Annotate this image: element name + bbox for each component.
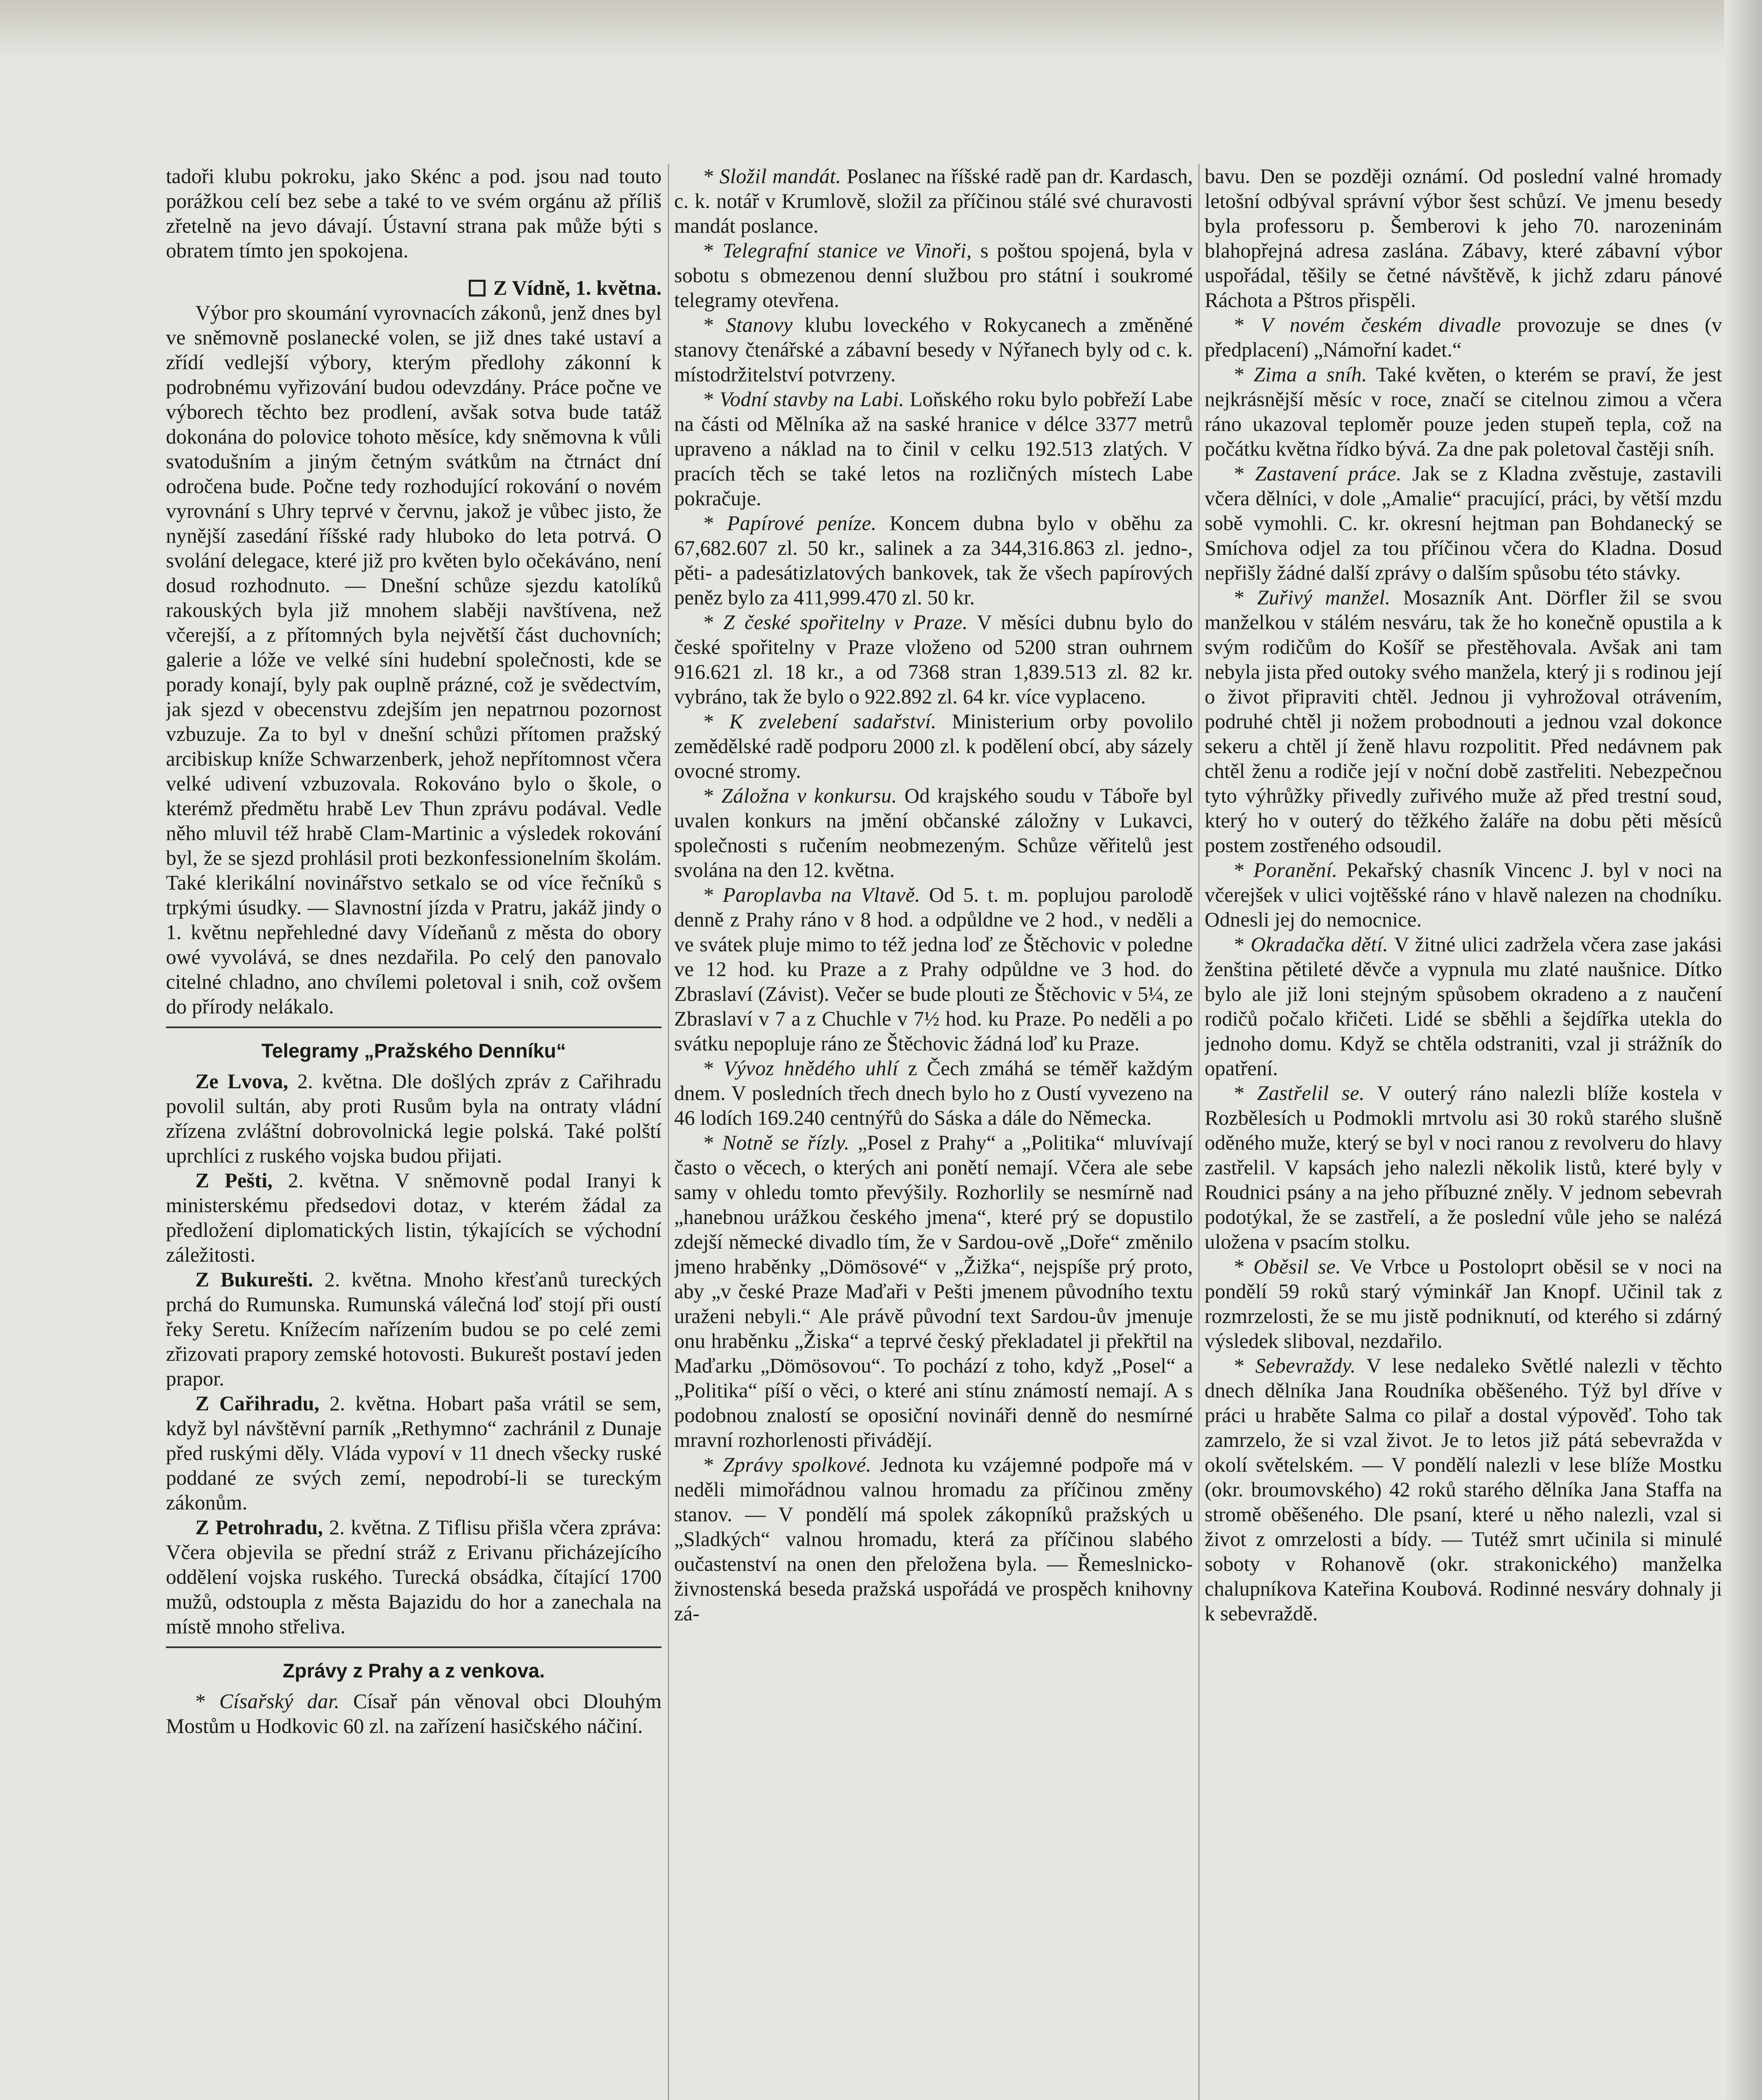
news-item-text: Od krajského soudu v Táboře byl uvalen konkurs na jmění občanské záložny v Lukavci, společnosti s ručením neobmezeným. Schůze věřitelů jest svolána na den 12. května. xyxy=(674,784,1193,882)
telegram-text: 2. května. Mnoho křesťanů tureckých prchá do Rumunska. Rumunská válečná loď stojí při oustí řeky Seretu. Knížecím nařízením budou se po celé zemi zřizovati prapory zemské hotovosti. Bukurešt postaví jeden prapor. xyxy=(166,1268,662,1390)
column-3 xyxy=(1205,164,1722,2100)
news-item: * Stanovy klubu loveckého v Rokycanech a změněné stanovy čtenářské a zábavní besedy v Nýřanech byly od c. k. místodržitelství potvrzeny. xyxy=(674,313,1193,386)
telegram-text: 2. května. Hobart paša vrátil se sem, když byl návštěvní parník „Rethymno“ zachránil z Dunaje před ruskými děly. Vláda vypoví v 11 dnech všecky ruské poddané ze svých zemí, nepodrobí-li se tureckým zákonům. xyxy=(166,1392,662,1514)
telegram-petrohrad xyxy=(166,1515,662,1639)
news-item: * Paroplavba na Vltavě. Od 5. t. m. poplujou parolodě denně z Prahy ráno v 8 hod. a odpůldne ve 2 hod., v neděli a ve svátek pluje mimo to též jedna loď ze Štěchovic v poledne ve 12 hod. ku Praze a z Prahy odpůldne ve 3 hod. do Zbraslaví (Závist). Večer se bude plouti ze Štěchovic v 5¼, ze Zbraslaví v 7 a z Chuchle v 7½ hod. ku Praze. Po neděli a po svátku nepopluje ráno ze Štěchovic žádná loď ku Praze. xyxy=(674,883,1193,1055)
news-item: * K zvelebení sadařství. Ministerium orby povolilo zemědělské radě podporu 2000 zl. k podělení obcí, aby sázely ovocné stromy. xyxy=(674,710,1193,782)
news-item-text: Loňského roku bylo pobřeží Labe na části od Mělníka až na saské hranice v délce 3377 metrů upraveno a náklad na to činil v celku 192.513 zlatých. V pracích těch se také letos na rozličných místech Labe pokračuje. xyxy=(674,388,1193,510)
news-item-text: „Posel z Prahy“ a „Politika“ mluvívají často o věcech, o kterých ani ponětí nemají. Včera ale sebe samy v ohledu tomto převýšily. Rozhorlily se nesmírně nad „hanebnou urážkou českého jmena“, které prý se dopustilo zdejší německé divadlo tím, že v Sardou-ově „Doře“ změnilo jmeno hraběnky „Dömösové“ v „Žižka“, nejspíše prý proto, aby „v české Praze Maďaři v Pešti jmenem původního textu uraženi nebyli.“ Ale právě původní text Sardou-ův jmenuje onu hraběnku „Žiska“ a teprvé český překladatel ji překřtil na Maďarku „Dömösovou“. To pochází z toho, když „Posel“ a „Politika“ píší o věci, o které ani stínu známostí nemají. A s podobnou znalostí se oposiční novináři denně do nesmírné mravní rozhorlenosti přivádějí. xyxy=(674,1131,1193,1452)
news-item-text: Také květen, o kterém se praví, že jest nejkrásnější měsíc v roce, značí se citelnou zimou a včera ráno ukazoval teploměr pouze jeden stupeň tepla, což na počátku května řídko bývá. Za dne pak poletoval častěji sníh. xyxy=(1205,363,1722,460)
news-item: * Zprávy spolkové. Jednota ku vzájemné podpoře má v neděli mimořádnou valnou hromadu za příčinou změny stanov. — V pondělí má spolek zákopníků pražských u „Sladkých“ valnou hromadu, která za příčinou slabého oučastenství na onen den přeložena byla. — Řemeslnicko-živnostenská beseda pražská uspořádá ve prospěch knihovny zá- xyxy=(674,1453,1193,1625)
news-item: * Vývoz hnědého uhlí z Čech zmáhá se téměř každým dnem. V posledních třech dnech bylo ho z Oustí vyvezeno na 46 lodích 169.240 centnýřů do Sáska a dále do Německa. xyxy=(674,1057,1193,1129)
telegram-text: 2. května. Dle došlých zpráv z Cařihradu povolil sultán, aby proti Rusům byla na ontraty vládní zřízena zvláštní dobrovolnická legie polská. Také polští uprchlíci z ruského vojska budou přijati. xyxy=(166,1070,662,1167)
scan-top-shadow xyxy=(0,0,1762,59)
telegram-lvov xyxy=(166,1069,662,1168)
news-item-title: V novém českém divadle xyxy=(1260,313,1501,336)
telegram-place: Z Bukurešti. xyxy=(195,1268,313,1291)
news-heading: Zprávy z Prahy a z venkova. xyxy=(282,1659,545,1682)
news-item-title: Vývoz hnědého uhlí xyxy=(723,1057,898,1080)
vienna-dateline xyxy=(166,276,662,300)
news-item-title: Z české spořitelny v Praze. xyxy=(723,611,968,634)
news-item-text: Pekařský chasník Vincenc J. byl v noci na včerejšek v ulici vojtěšské ráno v hlavě nalezen na chodníku. Odnesli jej do nemocnice. xyxy=(1205,858,1722,931)
news-item-title: Zastřelil se. xyxy=(1257,1082,1365,1105)
column-1 xyxy=(166,164,662,2100)
news-item-text: Ministerium orby povolilo zemědělské radě podporu 2000 zl. k podělení obcí, aby sázely ovocné stromy. xyxy=(674,710,1193,782)
news-item: * Notně se řízly. „Posel z Prahy“ a „Politika“ mluvívají často o věcech, o kterých ani ponětí nemají. Včera ale sebe samy v ohledu tomto převýšily. Rozhorlily se nesmírně nad „hanebnou urážkou českého jmena“, které prý se dopustilo zdejší německé divadlo tím, že v Sardou-ově „Doře“ změnilo jmeno hraběnky „Dömösové“ v „Žižka“, nejspíše prý proto, aby „v české Praze Maďaři v Pešti jmenem původního textu uraženi nebyli.“ Ale právě původní text Sardou-ův jmenuje onu hraběnku „Žiska“ a teprvé český překladatel ji překřtil na Maďarku „Dömösovou“. To pochází z toho, když „Posel“ a „Politika“ píší o věci, o které ani stínu známostí nemají. A s podobnou znalostí se oposiční novináři denně do nesmírné mravní rozhorlenosti přivádějí. xyxy=(674,1131,1193,1452)
vienna-report: Výbor pro skoumání vyrovnacích zákonů, jenž dnes byl ve sněmovně poslanecké volen, se již dnes také ustaví a zřídí vedlejší výbory, kterým předlohy zákonní k podrobnému vyřizování budou odevzdány. Práce počne ve výborech těchto bez prodlení, avšak sotva bude tatáž dokonána do polovice tohoto měsíce, kdy sněmovna k vůli svatodušním a jiným četným svátkům na čtrnáct dní odročena bude. Počne tedy rozhodující rokování o novém vyrovnání s Uhry teprvé v červnu, jakož je vůbec jisto, že nynější zasedání říšské rady hluboko do leta potrvá. O svolání delegace, které již pro květen bylo očekáváno, není dosud rozhodnuto. — Dnešní schůze sjezdu katolíků rakouských byla již mnohem slaběji navštívena, než včerejší, a z přítomných byla největší část duchovních; galerie a lóže ve velké síni hudební společnosti, kde se porady konají, byly pak ouplně prázné, což je svědectvím, jak sjezd v obecenstvu zdejším jen nepatrnou pozornost vzbuzuje. Za to byl v dnešní schůzi přítomen pražský arcibiskup kníže Schwarzenberk, jehož nepřítomnost včera velké udivení vzbuzovala. Rokováno bylo o škole, o kterémž předmětu hrabě Lev Thun zprávu podával. Vedle něho mluvil též hrabě Clam-Martinic a výsledek rokování byl, že se sjezd prohlásil proti bezkonfessionelním školám. Také klerikální novinářstvo setkalo se od více řečníků s trpkými úsudky. — Slavnostní jízda v Pratru, jakáž jindy o 1. květnu nepřehledné davy Vídeňanů z města do obory owé vyvolává, se dnes nezdařila. Po celý den panovalo citelné chladno, ano chvílemi poletoval i snih, což ovšem do přírody nelákalo. xyxy=(166,301,662,1018)
news-item-title: K zvelebení sadařství. xyxy=(729,710,937,733)
square-box-icon xyxy=(469,280,486,297)
news-item: * Z české spořitelny v Praze. V měsíci dubnu bylo do české spořitelny v Praze vloženo od 5200 stran ouhrnem 916.621 zl. 18 kr., a od 7368 stran 1,839.513 zl. 82 kr. vybráno, tak že bylo o 922.892 zl. 64 kr. více vyplaceno. xyxy=(674,611,1193,708)
section-divider xyxy=(166,1026,662,1028)
news-item-text: V měsíci dubnu bylo do české spořitelny v Praze vloženo od 5200 stran ouhrnem 916.621 zl. 18 kr., a od 7368 stran 1,839.513 zl. 82 kr. vybráno, tak že bylo o 922.892 zl. 64 kr. více vyplaceno. xyxy=(674,611,1193,708)
news-item-text: s poštou spojená, byla v sobotu s obmezenou denní službou pro státní i soukromé telegramy otevřena. xyxy=(674,239,1193,312)
news-item-text: Jak se z Kladna zvěstuje, zastavili včera dělníci, v dole „Amalie“ pracující, práci, by větší mzdu sobě vymohli. C. kr. okresní hejtman pan Bohdanecký se Smíchova odjel za tou příčinou včera do Kladna. Dosud nepřišly žádné další zprávy o dalším spůsobu této stávky. xyxy=(1205,462,1722,584)
telegram-text: 2. května. V sněmovně podal Iranyi k ministerskému předsedovi dotaz, v kterém žádal za předložení diplomatických listin, týkajících se východní záležitosti. xyxy=(166,1169,662,1266)
news-item-title: Poranění. xyxy=(1253,858,1338,882)
news-item-text: klubu loveckého v Rokycanech a změněné stanovy čtenářské a zábavní besedy v Nýřanech byly od c. k. místodržitelství potvrzeny. xyxy=(674,313,1193,386)
news-item-continued: bavu. Den se později oznámí. Od poslední valné hromady letošní odbýval správní výbor šest schůzí. Ve jmenu besedy byla professoru p. Šemberovi k jeho 70. narozeninám blahopřejná adresa zaslána. Zábavy, které zábavní výbor uspořádal, těšily se četné návštěvě, k jichž zdaru pánové Ráchota a Pštros přispěli. xyxy=(1205,165,1722,312)
news-item-text: Mosazník Ant. Dörfler žil se svou manželkou v stálém nesváru, tak že ho konečně opustila a k svým rodičům do Košíř se přestěhovala. Avšak ani tam nebyla jista před outoky svého manžela, který ji s rodinou její o život připraviti chtěl. Jednou ji vyhrožoval otrávením, podruhé chtěl ji nožem probodnouti a jednou vzal dokonce sekeru a chtěl jí ženě hlavu rozpolitit. Před nedávnem pak chtěl ženu a rodiče její v noční době zastřeliti. Nebezpečnou tyto výhrůžky přivedly zuřivého muže až před trestní soud, který ho v outerý do těžkého žaláře na dobu pěti měsíců postem zostřeného odsoudil. xyxy=(1205,586,1722,857)
column-rule-2 xyxy=(1198,164,1200,2100)
intro-paragraph: tadoři klubu pokroku, jako Skénc a pod. jsou nad touto porážkou celí bez sebe a také to ve svém orgánu až příliš zřetelně na jevo dávají. Ústavní strana pak může býti s obratem tímto jen spokojena. xyxy=(166,165,662,262)
news-item-title: Zastavení práce. xyxy=(1255,462,1402,485)
news-item: * Zima a sníh. Také květen, o kterém se praví, že jest nejkrásnější měsíc v roce, značí se citelnou zimou a včera ráno ukazoval teploměr pouze jeden stupeň tepla, což na počátku května řídko bývá. Za dne pak poletoval častěji sníh. xyxy=(1205,363,1722,460)
scan-right-edge xyxy=(1724,0,1762,2100)
news-item-title: Zima a sníh. xyxy=(1253,363,1367,386)
news-item-text: Císař pán věnoval obci Dlouhým Mostům u Hodkovic 60 zl. na zařízení hasičského náčiní. xyxy=(166,1690,662,1738)
news-item: * Zastavení práce. Jak se z Kladna zvěstuje, zastavili včera dělníci, v dole „Amalie“ pracující, práci, by větší mzdu sobě vymohli. C. kr. okresní hejtman pan Bohdanecký se Smíchova odjel za tou příčinou včera do Kladna. Dosud nepřišly žádné další zprávy o dalším spůsobu této stávky. xyxy=(1205,462,1722,584)
news-item-title: Notně se řízly. xyxy=(722,1131,850,1154)
news-item-title: Paroplavba na Vltavě. xyxy=(722,883,920,906)
news-item: * Zastřelil se. V outerý ráno nalezli blíže kostela v Rozbělesích u Podmokli mrtvolu asi 30 roků starého slušně oděného muže, který se byl v noci ranou z revolveru do hlavy zastřelil. V kapsách jeho nalezli několik listů, které byly v Roudnici psány a na jeho příbuzné zněly. V jednom sebevrah podotýkal, že se zastřelí, a že poslední vůle jeho se nalézá uložena v psacím stolku. xyxy=(1205,1082,1722,1253)
section-divider xyxy=(166,1646,662,1648)
news-item-title: Oběsil se. xyxy=(1253,1255,1341,1278)
news-item-text: Jednota ku vzájemné podpoře má v neděli mimořádnou valnou hromadu za příčinou změny stanov. — V pondělí má spolek zákopníků pražských u „Sladkých“ valnou hromadu, která za příčinou slabého oučastenství na onen den přeložena byla. — Řemeslnicko-živnostenská beseda pražská uspořádá ve prospěch knihovny zá- xyxy=(674,1453,1193,1625)
news-item-title: Stanovy xyxy=(725,313,793,336)
news-item-title: Císařský dar. xyxy=(219,1690,340,1713)
news-item: * Vodní stavby na Labi. Loňského roku bylo pobřeží Labe na části od Mělníka až na saské hranice v délce 3377 metrů upraveno a náklad na to činil v celku 192.513 zlatých. V pracích těch se také letos na rozličných místech Labe pokračuje. xyxy=(674,388,1193,510)
telegram-place: Z Petrohradu, xyxy=(195,1516,323,1539)
telegram-heading: Telegramy „Pražského Denníku“ xyxy=(261,1040,566,1062)
news-item-title: Vodní stavby na Labi. xyxy=(719,388,904,411)
news-item-title: Okradačka dětí. xyxy=(1250,933,1389,956)
news-item: * V novém českém divadle provozuje se dnes (v předplacení) „Námořní kadet.“ xyxy=(1205,313,1722,361)
news-item: * Záložna v konkursu. Od krajského soudu v Táboře byl uvalen konkurs na jmění občanské záložny v Lukavci, společnosti s ručením neobmezeným. Schůze věřitelů jest svolána na den 12. května. xyxy=(674,784,1193,882)
news-item-text: Koncem dubna bylo v oběhu za 67,682.607 zl. 50 kr., salinek a za 344,316.863 zl. jedno-, pěti- a padesátizlatových bankovek, tak že všech papírových peněz bylo za 411,999.470 zl. 50 kr. xyxy=(674,512,1193,609)
news-item: * Sebevraždy. V lese nedaleko Světlé nalezli v těchto dnech dělníka Jana Roudníka oběšeného. Týž byl dříve v práci u hraběte Salma co pilař a dostal výpověď. Toho tak zamrzelo, že si vzal život. Je to letos již pátá sebevražda v okolí světelském. — V pondělí nalezli v lese blíže Mostku (okr. broumovského) 42 roků starého dělníka Jana Staffa na stromě oběšeného. Dle psaní, které u něho nalezli, vzal si život z omrzelosti a bídy. — Tutéž smrt učinila si minulé soboty v Rohanově (okr. strakonického) manželka chalupníkova Kateřina Koubová. Rodinné nesváry dohnaly ji k sebevraždě. xyxy=(1205,1354,1722,1625)
news-item: * Okradačka dětí. V žitné ulici zadržela včera zase jakási ženština pětileté děvče a vypnula mu zlaté naušnice. Dítko bylo ale již loni stejným spůsobem okradeno a z naučení rodičů počalo křičeti. Lidé se sběhli a šejdířka utekla do jednoho domu. Když se chtěla odstraniti, vzal ji strážník do opatření. xyxy=(1205,933,1722,1080)
news-item-text: provozuje se dnes (v předplacení) „Námořní kadet.“ xyxy=(1205,313,1722,361)
news-item-text: Ve Vrbce u Postoloprt oběsil se v noci na pondělí 59 roků starý výminkář Jan Knopf. Učinil tak z rozmrzelosti, že se mu jistě podniknutí, od kterého si zdárný výsledek sliboval, nezdařilo. xyxy=(1205,1255,1722,1352)
telegram-place: Z Pešti, xyxy=(195,1169,273,1192)
news-item-text: Poslanec na říšské radě pan dr. Kardasch, c. k. notář v Krumlově, složil za příčinou stálé své churavosti mandát poslance. xyxy=(674,165,1193,237)
news-item-text: Od 5. t. m. poplujou parolodě denně z Prahy ráno v 8 hod. a odpůldne ve 2 hod., v neděli a ve svátek pluje mimo to též jedna loď ze Štěchovic v poledne ve 12 hod. ku Praze a z Prahy odpůldne ve 3 hod. do Zbraslaví (Závist). Večer se bude plouti ze Štěchovic v 5¼, ze Zbraslaví v 7 a z Chuchle v 7½ hod. ku Praze. Po neděli a po svátku nepopluje ráno ze Štěchovic žádná loď ku Praze. xyxy=(674,883,1193,1055)
news-item-title: Zprávy spolkové. xyxy=(723,1453,872,1476)
telegram-place: Ze Lvova, xyxy=(195,1070,289,1093)
news-item-text: V žitné ulici zadržela včera zase jakási ženština pětileté děvče a vypnula mu zlaté naušnice. Dítko bylo ale již loni stejným spůsobem okradeno a z naučení rodičů počalo křičeti. Lidé se sběhli a šejdířka utekla do jednoho domu. Když se chtěla odstraniti, vzal ji strážník do opatření. xyxy=(1205,933,1722,1080)
news-item: * Poranění. Pekařský chasník Vincenc J. byl v noci na včerejšek v ulici vojtěšské ráno v hlavě nalezen na chodníku. Odnesli jej do nemocnice. xyxy=(1205,858,1722,931)
news-item-title: Záložna v konkursu. xyxy=(721,784,897,807)
telegram-bukurest xyxy=(166,1267,662,1391)
telegram-place: Z Cařihradu, xyxy=(195,1392,320,1415)
news-item-text: z Čech zmáhá se téměř každým dnem. V posledních třech dnech bylo ho z Oustí vyvezeno na 46 lodích 169.240 centnýřů do Sáska a dále do Německa. xyxy=(674,1057,1193,1129)
telegram-pest xyxy=(166,1168,662,1267)
news-item: * Papírové peníze. Koncem dubna bylo v oběhu za 67,682.607 zl. 50 kr., salinek a za 344,316.863 zl. jedno-, pěti- a padesátizlatových bankovek, tak že všech papírových peněz bylo za 411,999.470 zl. 50 kr. xyxy=(674,512,1193,609)
news-item-title: Papírové peníze. xyxy=(727,512,877,535)
news-item-title: Telegrafní stanice ve Vinoři, xyxy=(722,239,972,262)
news-item-text: V outerý ráno nalezli blíže kostela v Rozbělesích u Podmokli mrtvolu asi 30 roků starého slušně oděného muže, který se byl v noci ranou z revolveru do hlavy zastřelil. V kapsách jeho nalezli několik listů, které byly v Roudnici psány a na jeho příbuzné zněly. V jednom sebevrah podotýkal, že se zastřelí, a že poslední vůle jeho se nalézá uložena v psacím stolku. xyxy=(1205,1082,1722,1253)
news-item: * Zuřivý manžel. Mosazník Ant. Dörfler žil se svou manželkou v stálém nesváru, tak že ho konečně opustila a k svým rodičům do Košíř se přestěhovala. Avšak ani tam nebyla jista před outoky svého manžela, který ji s rodinou její o život připraviti chtěl. Jednou ji vyhrožoval otrávením, podruhé chtěl ji nožem probodnouti a jednou vzal dokonce sekeru a chtěl jí ženě hlavu rozpolitit. Před nedávnem pak chtěl ženu a rodiče její v noční době zastřeliti. Nebezpečnou tyto výhrůžky přivedly zuřivého muže až před trestní soud, který ho v outerý do těžkého žaláře na dobu pěti měsíců postem zostřeného odsoudil. xyxy=(1205,586,1722,857)
news-item-title: Složil mandát. xyxy=(719,165,841,188)
news-item: * Oběsil se. Ve Vrbce u Postoloprt oběsil se v noci na pondělí 59 roků starý výminkář Jan Knopf. Učinil tak z rozmrzelosti, že se mu jistě podniknutí, od kterého si zdárný výsledek sliboval, nezdařilo. xyxy=(1205,1255,1722,1352)
telegram-carihrad xyxy=(166,1391,662,1515)
news-item-title: Zuřivý manžel. xyxy=(1257,586,1391,609)
news-item-title: Sebevraždy. xyxy=(1255,1354,1356,1377)
news-item: * Složil mandát. Poslanec na říšské radě pan dr. Kardasch, c. k. notář v Krumlově, složil za příčinou stálé své churavosti mandát poslance. xyxy=(674,165,1193,237)
column-2 xyxy=(674,164,1193,2100)
vienna-dateline-text: Z Vídně, 1. května. xyxy=(493,276,662,299)
news-item: * Telegrafní stanice ve Vinoři, s poštou spojená, byla v sobotu s obmezenou denní službou pro státní i soukromé telegramy otevřena. xyxy=(674,239,1193,312)
news-item-text: V lese nedaleko Světlé nalezli v těchto dnech dělníka Jana Roudníka oběšeného. Týž byl dříve v práci u hraběte Salma co pilař a dostal výpověď. Toho tak zamrzelo, že si vzal život. Je to letos již pátá sebevražda v okolí světelském. — V pondělí nalezli v lese blíže Mostku (okr. broumovského) 42 roků starého dělníka Jana Staffa na stromě oběšeného. Dle psaní, které u něho nalezli, vzal si život z omrzelosti a bídy. — Tutéž smrt učinila si minulé soboty v Rohanově (okr. strakonického) manželka chalupníkova Kateřina Koubová. Rodinné nesváry dohnaly ji k sebevraždě. xyxy=(1205,1354,1722,1625)
column-rule-1 xyxy=(668,164,669,2100)
news-item: * Císařský dar. Císař pán věnoval obci Dlouhým Mostům u Hodkovic 60 zl. na zařízení hasičského náčiní. xyxy=(166,1690,662,1738)
telegram-text: 2. května. Z Tiflisu přišla včera zpráva: Včera objevila se přední stráž z Erivanu přicházejícího oddělení vojska ruského. Turecká obsádka, čítající 1700 mužů, odstoupla z města Bajazidu do hor a zanechala na místě mnoho střeliva. xyxy=(166,1516,662,1638)
